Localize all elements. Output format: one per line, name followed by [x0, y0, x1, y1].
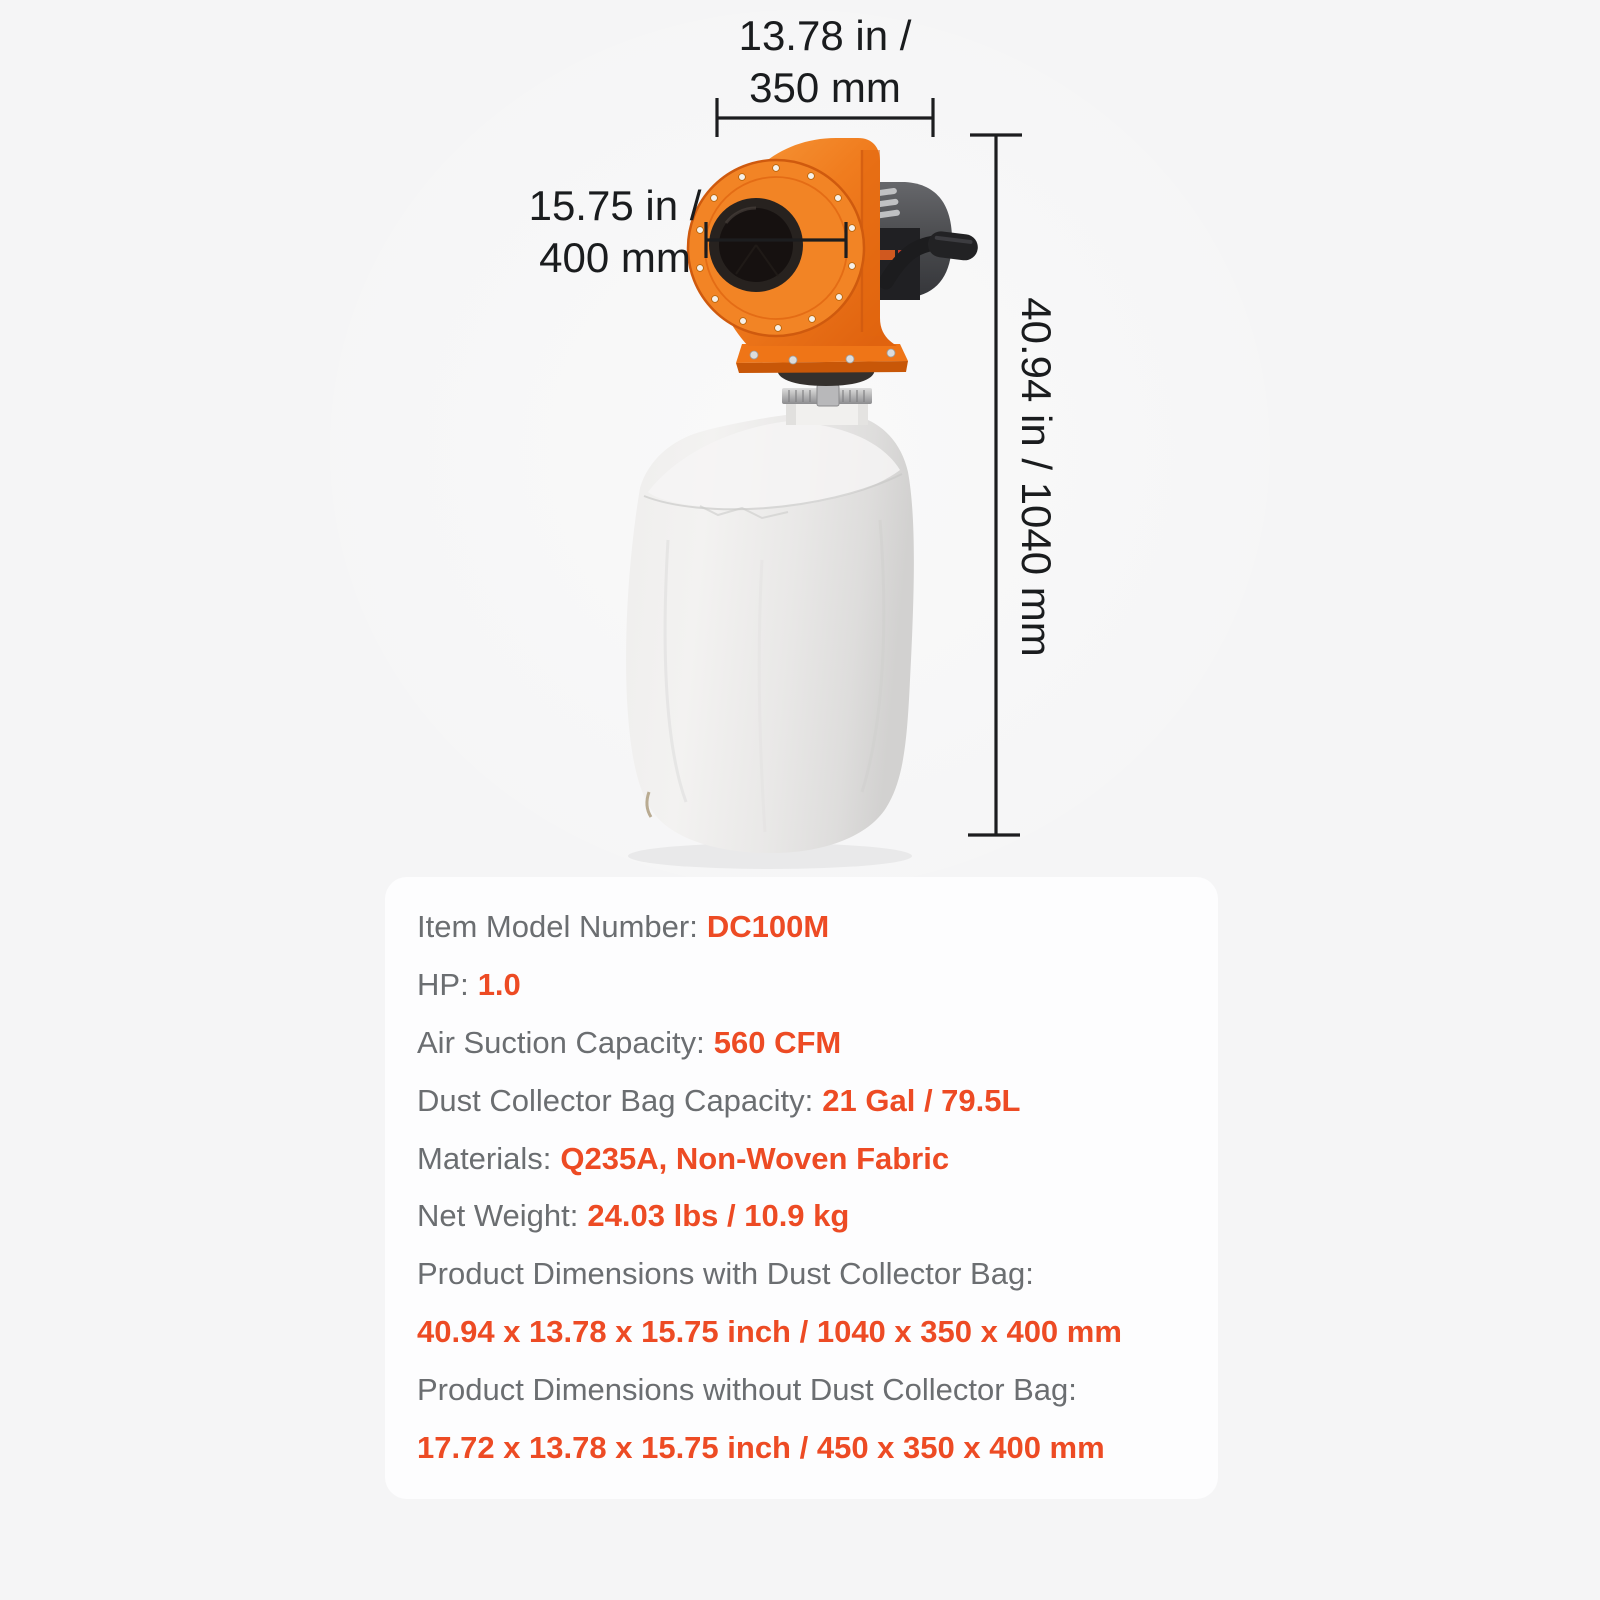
- spec-row-materials: [417, 1130, 1188, 1188]
- spec-row-model: [417, 898, 1188, 956]
- dust-bag: [626, 415, 914, 853]
- spec-label: Product Dimensions with Dust Collector Bag:: [417, 1256, 1034, 1292]
- spec-label: Item Model Number:: [417, 908, 698, 944]
- spec-row-dims-with-bag-value: [417, 1303, 1188, 1361]
- spec-label: Dust Collector Bag Capacity:: [417, 1082, 814, 1118]
- spec-value: 40.94 x 13.78 x 15.75 inch / 1040 x 350 x 400 mm: [417, 1314, 1122, 1350]
- spec-label: HP:: [417, 966, 469, 1002]
- mounting-flange: [736, 344, 908, 373]
- spec-label: Net Weight:: [417, 1198, 579, 1234]
- height-dimension-label: 40.94 in / 1040 mm: [1013, 297, 1060, 657]
- spec-row-dims-without-bag-label: [417, 1361, 1188, 1419]
- spec-value: 1.0: [477, 966, 521, 1002]
- spec-value: 560 CFM: [713, 1024, 842, 1060]
- bag-collar-clamp: [777, 367, 874, 425]
- spec-value: Q235A, Non-Woven Fabric: [560, 1140, 950, 1176]
- spec-row-dims-with-bag-label: [417, 1245, 1188, 1303]
- depth-dimension-inches: 15.75 in /: [528, 182, 702, 229]
- spec-value: 21 Gal / 79.5L: [822, 1082, 1021, 1118]
- spec-value: DC100M: [706, 908, 830, 944]
- width-dimension-label: [675, 10, 975, 114]
- spec-row-hp: [417, 956, 1188, 1014]
- spec-row-net-weight: [417, 1187, 1188, 1245]
- spec-value: 17.72 x 13.78 x 15.75 inch / 450 x 350 x 400 mm: [417, 1429, 1105, 1465]
- spec-card: [385, 877, 1218, 1499]
- spec-label: Air Suction Capacity:: [417, 1024, 705, 1060]
- depth-dimension-label: [465, 180, 765, 284]
- spec-row-bag-capacity: [417, 1072, 1188, 1130]
- spec-row-air-suction: [417, 1014, 1188, 1072]
- spec-value: 24.03 lbs / 10.9 kg: [587, 1198, 850, 1234]
- width-dimension-mm: 350 mm: [749, 64, 901, 111]
- depth-dimension-mm: 400 mm: [539, 234, 691, 281]
- spec-label: Materials:: [417, 1140, 552, 1176]
- spec-row-dims-without-bag-value: [417, 1419, 1188, 1477]
- spec-label: Product Dimensions without Dust Collector Bag:: [417, 1372, 1077, 1408]
- width-dimension-inches: 13.78 in /: [738, 12, 912, 59]
